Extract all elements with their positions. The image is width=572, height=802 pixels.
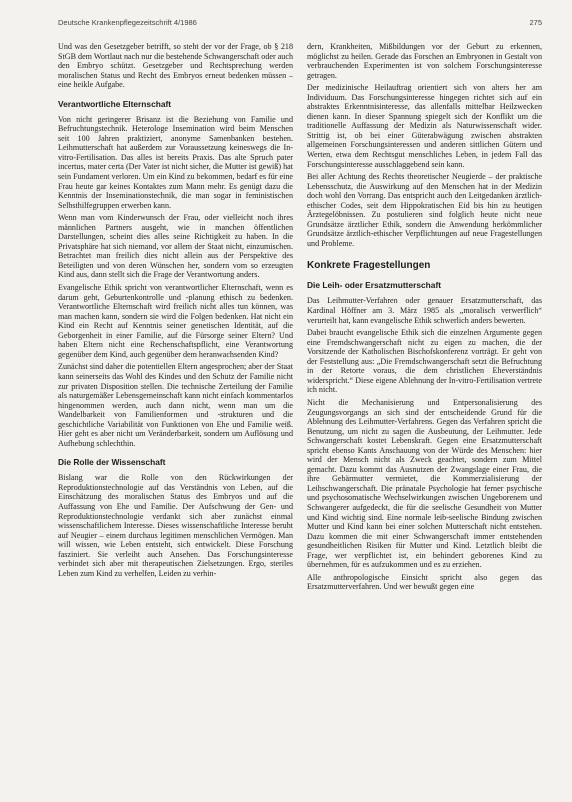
journal-title: Deutsche Krankenpflegezeitschrift 4/1986 <box>58 18 197 27</box>
section-heading: Verantwortliche Elternschaft <box>58 98 172 109</box>
paragraph: Bei aller Achtung des Rechts theoretischer Neugierde – der praktische Lebensschutz, die Auswirkung auf den Menschen hat in der Medizin doch wohl den Vorrang. Das entspricht auch den Leitgedanken ärztlich-ethischer Codes, seit dem Hippokratischen Eid bis hin zu heutigen Ärztegelöbnissen. Zu postulieren sind folglich heute nicht neue Grundsätze ärztlicher Ethik, sondern die Anwendung herkömmlicher Grundsätze ärztlich-ethischer Verpflichtungen auf neue Fragestellungen und Probleme. <box>307 172 542 248</box>
main-heading: Konkrete Fragestellungen <box>307 260 431 272</box>
section-heading: Die Leih- oder Ersatzmutterschaft <box>307 280 442 291</box>
paragraph: Evangelische Ethik spricht von verantwortlicher Elternschaft, wenn es darum geht, Geburtenkontrolle und -planung ethisch zu bedenken. Verantwortliche Elternschaft wird freilich nicht alles tun können, was man machen kann, sondern sie wird die Folgen bedenken. Hat nicht ein Kind ein Recht auf Kenntnis seiner genetischen Identität, auf die Geborgenheit in einer Familie, auf die Fürsorge seiner Eltern? Und haben Eltern nicht eine Rechenschaftspflicht, eine Verantwortung gegenüber dem Kind, auch gegenüber dem heranwachsenden Kind? <box>58 283 293 359</box>
paragraph: dern, Krankheiten, Mißbildungen vor der Geburt zu erkennen, möglichst zu heilen. Gerade das Forschen an Embryonen in Gestalt von verbrauchenden Experimenten ist von solchem Forschungsinteresse getragen. <box>307 42 542 80</box>
text-columns <box>58 42 542 595</box>
paragraph: Zunächst sind daher die potentiellen Eltern angesprochen; aber der Staat kann seinerseits das Wohl des Kindes und den Schutz der Familie nicht zur privaten Disposition stellen. Die technische Zerteilung der Familie als naturgemäßer Lebensgemeinschaft kann nicht einfach kommentarlos hingenommen werden, auch dann nicht, wenn man um die Wandelbarkeit von Familienformen und -strukturen und die geschichtliche Variabilität von Funktionen von Ehe und Familie weiß. Hier geht es aber nicht um Veränderbarkeit, sondern um Auflösung und Aufhebung schlechthin. <box>58 362 293 448</box>
paragraph: Und was den Gesetzgeber betrifft, so steht der vor der Frage, ob § 218 StGB dem Wortlaut nach nur die bestehende Schwangerschaft oder auch den Embryo schützt. Gesetzgeber und Rechtsprechung werden moralischen Status und Recht des Embryos erneut bedenken müssen – eine heikle Aufgabe. <box>58 42 293 90</box>
paragraph: Von nicht geringerer Brisanz ist die Beziehung von Familie und Befruchtungstechnik. Heterologe Insemination wird beim Menschen seit 100 Jahren praktiziert, anonyme Samenbanken bestehen. Leihmutterschaft hat außerdem zur Voraussetzung keineswegs die In-vitro-Fertilisation. Das alles ist bereits Praxis. Das alte Spruch pater incertus, mater certa (Der Vater ist nicht sicher, die Mutter ist gewiß) hat sein Fundament verloren. Um ein Kind zu bekommen, bedarf es für eine Frau heute gar keines Kontaktes zum Mann mehr. Es genügt dazu die Kenntnis der Inseminationstechnik, die man sogar in feministischen Selbsthilfegruppen erwerben kann. <box>58 114 293 210</box>
paragraph: Das Leihmutter-Verfahren oder genauer Ersatzmutterschaft, das Kardinal Höffner am 3. März 1985 als „moralisch verwerflich“ verurteilt hat, kann evangelische Ethik schwerlich anders bewerten. <box>307 296 542 325</box>
page-number: 275 <box>529 18 542 27</box>
paragraph: Nicht die Mechanisierung und Entpersonalisierung des Zeugungsvorgangs an sich sind der entscheidende Grund für die Ablehnung des Leihmutter-Verfahrens. Gegen das Verfahren spricht die Benutzung, um nicht zu sagen die Ausbeutung, der Leihmutter. Jede Schwangerschaft kostet Lebenskraft. Gegen eine Ersatzmutterschaft spricht ebenso Kants Anschauung von der Würde des Menschen: hier wird der Mensch nicht als Zweck geachtet, sondern zum Mittel gemacht. Dazu kommt das Ausnutzen der Zwangslage einer Frau, die ihre Gebärmutter vermietet, die Kommerzialisierung der Leihschwangerschaft. Die pränatale Psychologie hat ferner psychische und psychosomatische Wechselwirkungen zwischen Ungeborenem und Schwangerer aufgedeckt, die für die seelische Gesundheit von Mutter und Kind wichtig sind. Eine normale leib-seelische Bindung zwischen Mutter und Kind kann bei einer solchen Mutterschaft nicht entstehen. Dazu kommen die mit einer Schwangerschaft immer entstehenden gesundheitlichen Risiken für Mutter und Kind. Letztlich bleibt die Frage, wer verpflichtet ist, ein behindert geborenes Kind zu übernehmen, für es aufzukommen und es zu erziehen. <box>307 397 542 570</box>
page-header <box>58 18 542 32</box>
left-column <box>58 42 293 595</box>
paragraph: Bislang war die Rolle von den Rückwirkungen der Reproduktionstechnologie auf das Verständnis von Leben, auf die Einschätzung des moralischen Status des Embryos und auf die Auffassung von Ehe und Familie. Der Aufschwung der Gen- und Reproduktionstechnologie verdankt sich aber zunächst einmal wissenschaftlichem Interesse. Dieses wissenschaftliche Interesse beruht auf Neugier – einem durchaus legitimen menschlichen Vermögen. Man will wissen, wie Leben entsteht, sich entwickelt. Diese Forschung fasziniert. Sie verleiht auch Ansehen. Das Forschungsinteresse verbindet sich aber mit therapeutischen Zielsetzungen. Ergo, steriles Leben zum Kind zu verhelfen, Leiden zu verhin- <box>58 473 293 578</box>
right-column <box>307 42 542 595</box>
section-heading: Die Rolle der Wissenschaft <box>58 457 166 468</box>
paragraph: Dabei braucht evangelische Ethik sich die einzelnen Argumente gegen eine Fremdschwangerschaft nicht zu eigen zu machen, die der Vorsitzende der Katholischen Bischofskonferenz vorträgt. Er geht von der Feststellung aus: „Die Fremdschwangerschaft setzt die Befruchtung in der Retorte voraus, die dem christlichen Eheverständnis widerspricht.“ Diese eigene Ablehnung der In-vitro-Fertilisation vertrete ich nicht. <box>307 328 542 395</box>
paragraph: Wenn man vom Kinderwunsch der Frau, oder vielleicht noch ihres männlichen Partners ausgeht, wie in manchen öffentlichen Darstellungen, scheint dies alles seine Richtigkeit zu haben. In die Privatsphäre hat sich niemand, vor allem der Staat nicht, einzumischen. Betrachtet man freilich dies nicht allein aus der Perspektive des Beteiligten und von deren Wünschen her, sondern vom so erzeugten Kind aus, dann stellt sich die Frage der Verantwortung anders. <box>58 213 293 280</box>
paragraph: Der medizinische Heilauftrag orientiert sich von alters her am Individuum. Das Forschungsinteresse hingegen richtet sich auf ein abstraktes Erkenntnisinteresse, das allenfalls mittelbar Heilzwecken dienen kann. In dieser Spannung spiegelt sich der Konflikt um die traditionelle Auffassung der Medizin als Naturwissenschaft wider. Strittig ist, ob bei einer Güterabwägung zwischen abstrakten allgemeinen Forschungsinteressen und anderen sittlichen Gütern und Werten, etwa dem Rechtsgut menschliches Leben, in jedem Fall das Forschungsinteresse ausschlaggebend sein kann. <box>307 83 542 169</box>
paragraph: Alle anthropologische Einsicht spricht also gegen das Ersatzmutterverfahren. Und wer bewußt gegen eine <box>307 572 542 592</box>
